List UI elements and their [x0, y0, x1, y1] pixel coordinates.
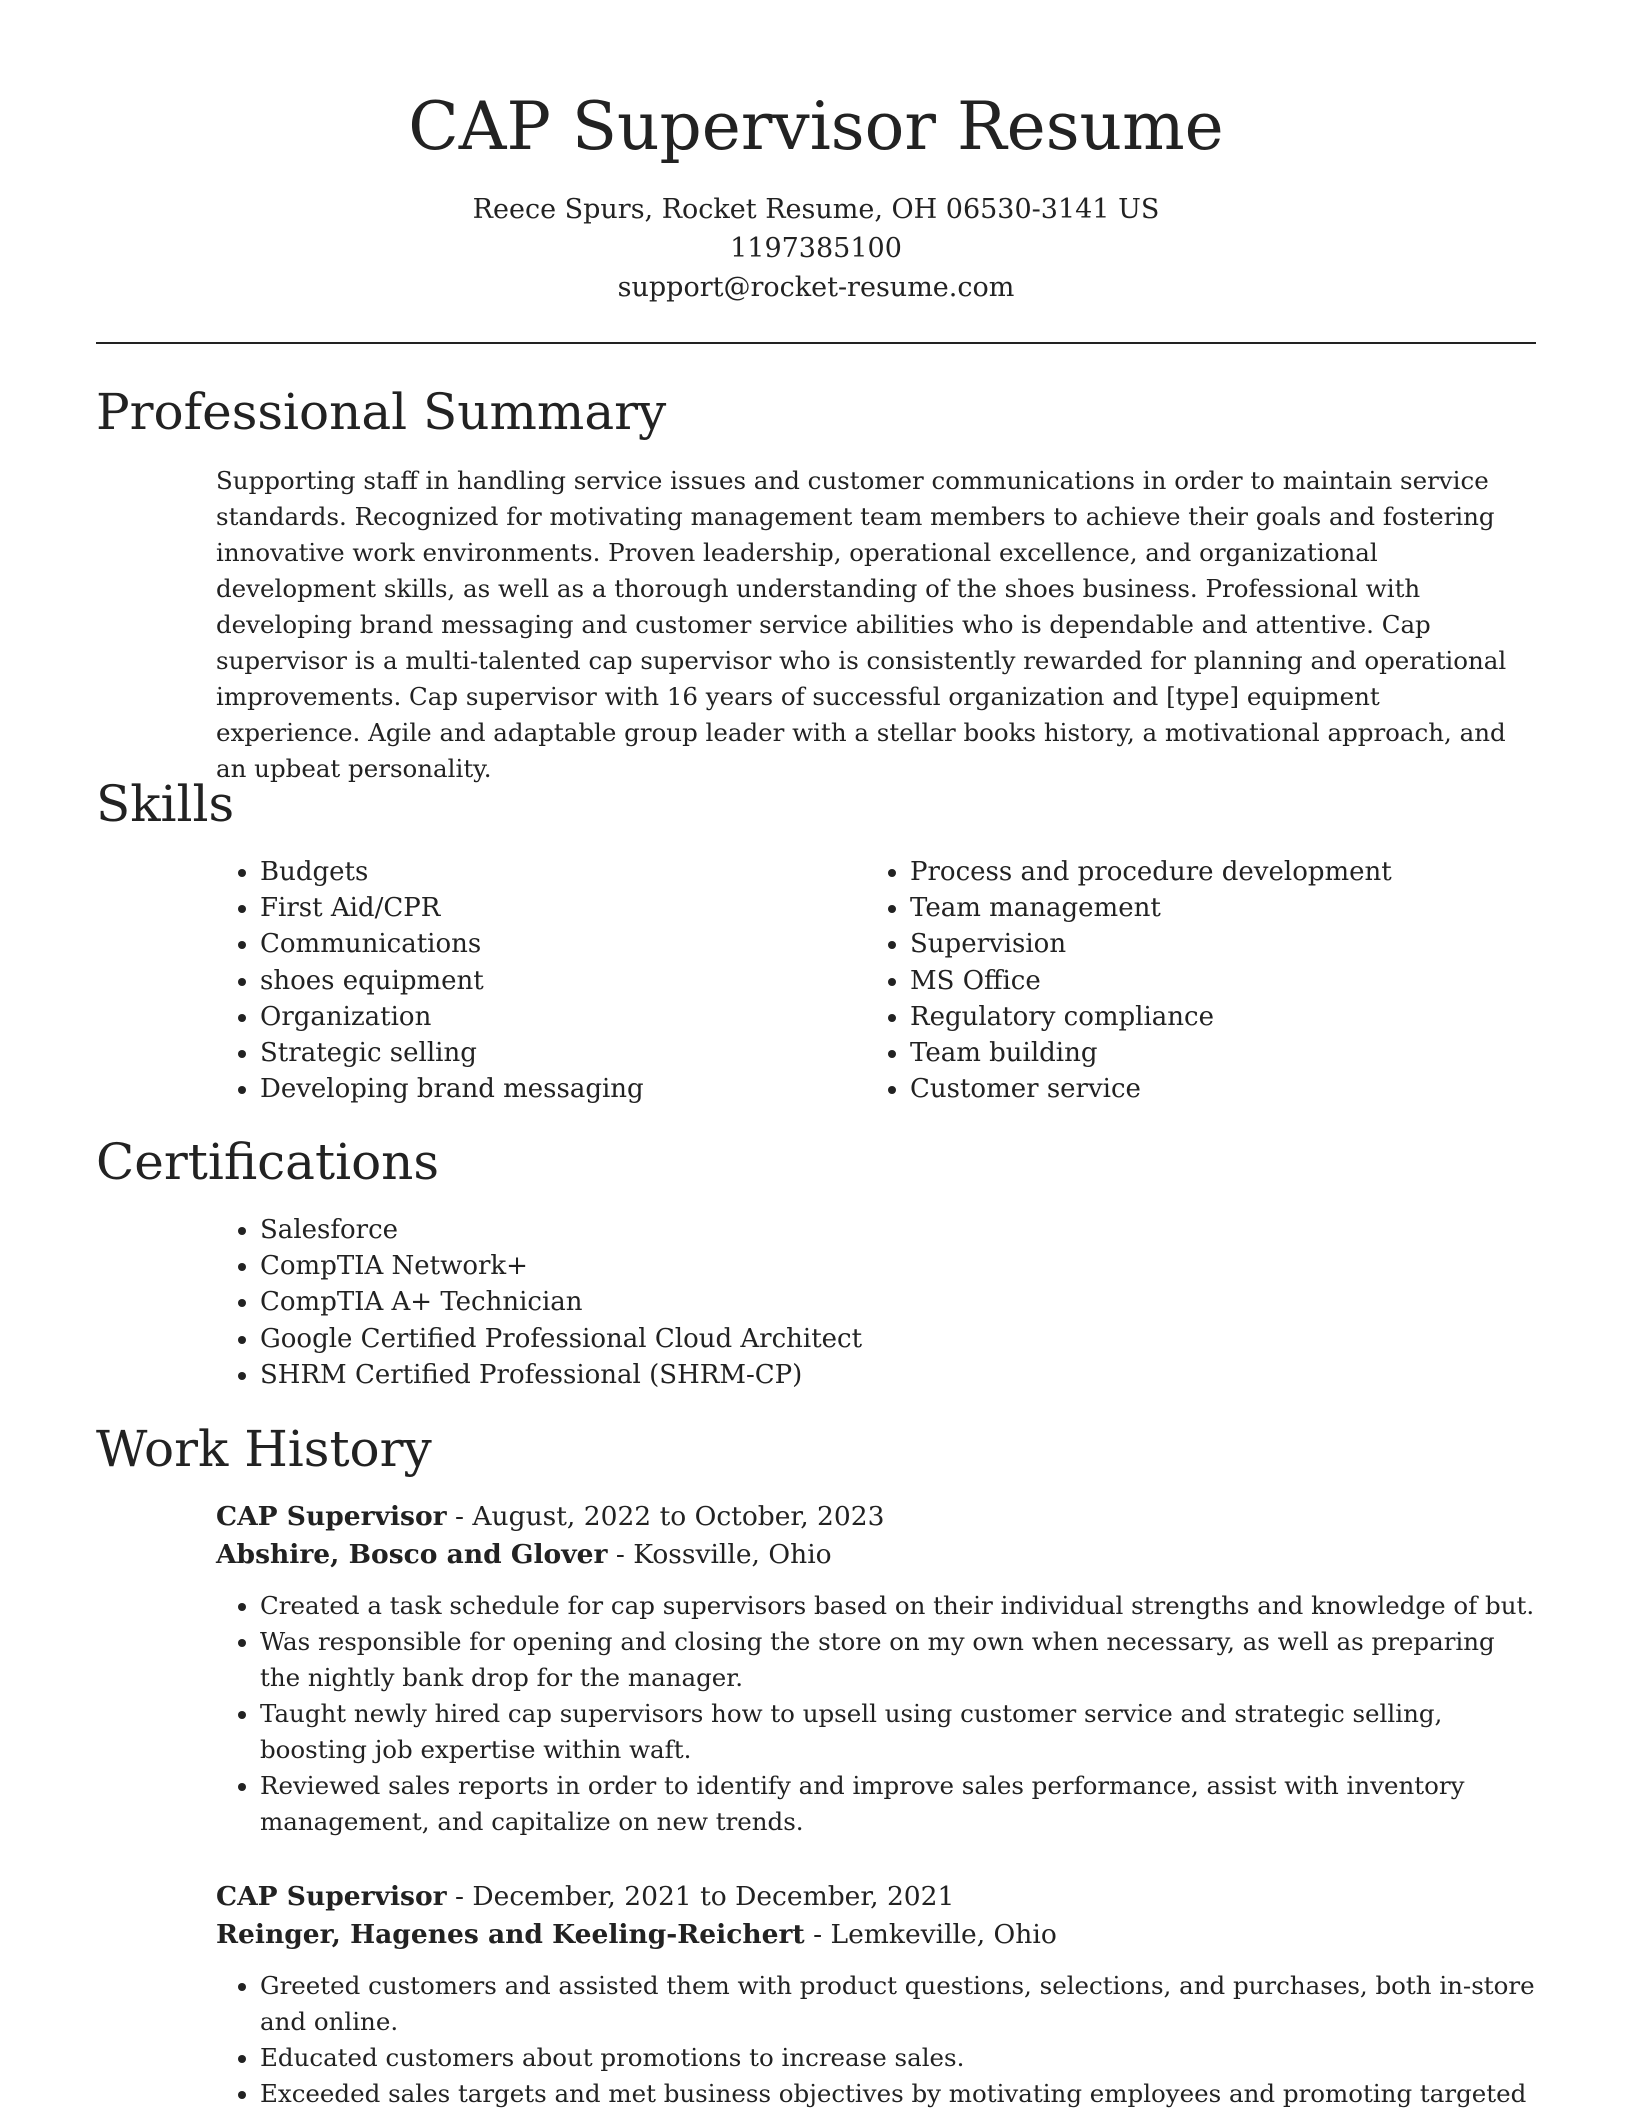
- contact-email: support@rocket-resume.com: [617, 272, 1015, 303]
- job-entry: [216, 1878, 1536, 2112]
- skill-item: • MS Office: [910, 963, 1392, 999]
- certification-item: • SHRM Certified Professional (SHRM-CP): [260, 1357, 862, 1393]
- skills-list-left: [216, 854, 644, 1107]
- contact-block: [96, 190, 1536, 307]
- job-company: Reinger, Hagenes and Keeling-Reichert: [216, 1919, 805, 1950]
- job-company: Abshire, Bosco and Glover: [216, 1539, 608, 1570]
- job-dates: - December, 2021 to December, 2021: [446, 1881, 955, 1912]
- work-history-heading: Work History: [96, 1420, 432, 1478]
- job-title: CAP Supervisor: [216, 1501, 447, 1532]
- job-duties: [216, 1968, 1536, 2112]
- skill-item: • Developing brand messaging: [260, 1071, 644, 1107]
- certification-item: • Salesforce: [260, 1212, 862, 1248]
- summary-text: Supporting staff in handling service issues and customer communications in order to maintain service standards. Recognized for motivating management team members to achieve their goals and fostering innovative work environments. Proven leadership, operational excellence, and organizational development skills, as well as a thorough understanding of the shoes business. Professional with developing brand messaging and customer service abilities who is dependable and attentive. Cap supervisor is a multi-talented cap supervisor who is consistently rewarded for planning and operational improvements. Cap supervisor with 16 years of successful organization and [type] equipment experience. Agile and adaptable group leader with a stellar books history, a motivational approach, and an upbeat personality.: [216, 466, 1507, 783]
- duty-item: • Created a task schedule for cap supervisors based on their individual strengths and knowledge of but.: [260, 1588, 1536, 1624]
- skill-item: • Strategic selling: [260, 1035, 644, 1071]
- job-location: - Kossville, Ohio: [607, 1539, 832, 1570]
- job-entry: [216, 1498, 1536, 1840]
- summary-heading: Professional Summary: [96, 383, 667, 441]
- resume-title: CAP Supervisor Resume: [408, 88, 1224, 165]
- duty-item: • Educated customers about promotions to increase sales.: [260, 2040, 1536, 2076]
- skill-item: • Customer service: [910, 1071, 1392, 1107]
- skill-item: • Process and procedure development: [910, 854, 1392, 890]
- skills-list-right: [866, 854, 1392, 1107]
- skill-item: • Communications: [260, 926, 644, 962]
- job-duties: [216, 1588, 1536, 1840]
- contact-address: Reece Spurs, Rocket Resume, OH 06530-3141 US: [472, 194, 1160, 225]
- duty-item: • Taught newly hired cap supervisors how to upsell using customer service and strategic selling, boosting job expertise within waft.: [260, 1696, 1536, 1768]
- skill-item: • shoes equipment: [260, 963, 644, 999]
- skill-item: • Organization: [260, 999, 644, 1035]
- certification-item: • CompTIA A+ Technician: [260, 1284, 862, 1320]
- job-title-line: [216, 1498, 1536, 1536]
- job-location: - Lemkeville, Ohio: [804, 1919, 1057, 1950]
- job-dates: - August, 2022 to October, 2023: [446, 1501, 885, 1532]
- job-company-line: [216, 1916, 1536, 1954]
- certifications-list: [216, 1212, 862, 1393]
- duty-item: • Was responsible for opening and closing the store on my own when necessary, as well as preparing the nightly bank drop for the manager.: [260, 1624, 1536, 1696]
- job-title-line: [216, 1878, 1536, 1916]
- skill-item: • Budgets: [260, 854, 644, 890]
- skill-item: • First Aid/CPR: [260, 890, 644, 926]
- duty-item: • Reviewed sales reports in order to identify and improve sales performance, assist with inventory management, and capitalize on new trends.: [260, 1768, 1536, 1840]
- job-title: CAP Supervisor: [216, 1881, 447, 1912]
- certification-item: • CompTIA Network+: [260, 1248, 862, 1284]
- skill-item: • Team management: [910, 890, 1392, 926]
- skills-heading: Skills: [96, 775, 235, 833]
- duty-item: • Greeted customers and assisted them with product questions, selections, and purchases, both in-store and online.: [260, 1968, 1536, 2040]
- certification-item: • Google Certified Professional Cloud Architect: [260, 1321, 862, 1357]
- skill-item: • Regulatory compliance: [910, 999, 1392, 1035]
- skill-item: • Supervision: [910, 926, 1392, 962]
- duty-item: • Exceeded sales targets and met business objectives by motivating employees and promoting targeted: [260, 2076, 1536, 2112]
- certifications-heading: Certifications: [96, 1133, 440, 1191]
- contact-phone: 1197385100: [730, 233, 902, 264]
- skill-item: • Team building: [910, 1035, 1392, 1071]
- header-divider: [96, 342, 1536, 344]
- job-company-line: [216, 1536, 1536, 1574]
